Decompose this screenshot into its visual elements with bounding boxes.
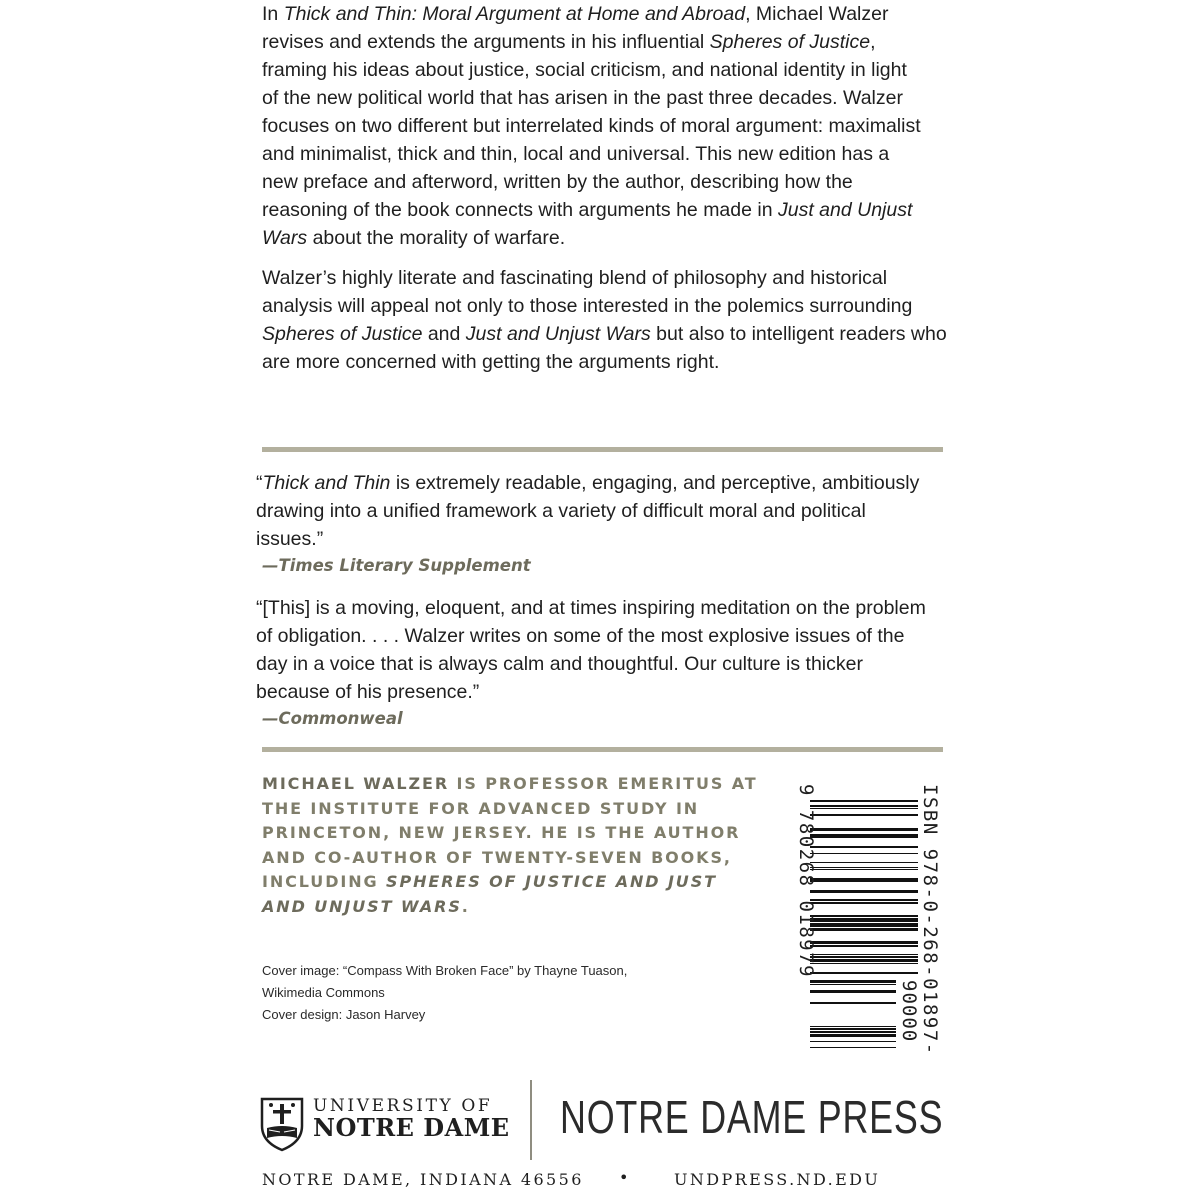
- author-bio: [262, 772, 762, 919]
- credit-line-1: Cover image: “Compass With Broken Face” by Thayne Tuason,: [262, 963, 628, 978]
- barcode-addon-digits: 90000: [898, 980, 920, 1043]
- author-bio-end: .: [461, 896, 470, 916]
- description-paragraph-1: In Thick and Thin: Moral Argument at Home and Abroad, Michael Walzer revises and extends the arguments in his influential Spheres of Justice, framing his ideas about justice, social criticism, and national identity in light of the new political world that has arisen in the past three decades. Walzer focuses on two different but interrelated kinds of moral argument: maximalist and minimalist, thick and thin, local and universal. This new edition has a new preface and afterword, written by the author, describing how the reasoning of the book connects with arguments he made in Just and Unjust Wars about the morality of warfare.: [262, 3, 921, 249]
- university-name-line-2: NOTRE DAME: [313, 1113, 510, 1142]
- quote-1-text: “Thick and Thin is extremely readable, engaging, and perceptive, ambitiously drawing into a unified framework a variety of difficult moral and political issues.”: [256, 472, 920, 550]
- credit-line-2: Wikimedia Commons: [262, 985, 385, 1000]
- notre-dame-shield-icon: [259, 1096, 305, 1152]
- quote-2-text: “[This] is a moving, eloquent, and at times inspiring meditation on the problem of obligation. . . . Walzer writes on some of the most explosive issues of the day in a voice that is always calm and thoughtful. Our culture is thicker because of his presence.”: [256, 597, 926, 703]
- quote-2: [256, 594, 946, 728]
- barcode-graphic: [780, 778, 944, 1056]
- divider-top: [262, 447, 943, 452]
- divider-bottom: [262, 747, 943, 752]
- quote-1: [256, 469, 946, 575]
- author-name: MICHAEL WALZER: [262, 774, 450, 793]
- author-bio-titles: SPHERES OF JUSTICE AND JUST AND UNJUST WARS: [262, 872, 717, 916]
- publisher-url[interactable]: UNDPRESS.ND.EDU: [674, 1170, 881, 1189]
- press-name: NOTRE DAME PRESS: [560, 1091, 944, 1143]
- quote-1-source: —Times Literary Supplement: [262, 556, 531, 575]
- isbn-barcode: [780, 778, 944, 1056]
- author-bio-text: IS PROFESSOR EMERITUS AT THE INSTITUTE FOR ADVANCED STUDY IN PRINCETON, NEW JERSEY. HE IS THE AUTHOR AND CO-AUTHOR OF TWENTY-SEVEN BOOKS, INCLUDING: [262, 774, 758, 891]
- barcode-isbn-label: ISBN 978-0-268-01897-9: [919, 784, 941, 1056]
- quote-2-source: —Commonweal: [262, 709, 403, 728]
- credit-line-3: Cover design: Jason Harvey: [262, 1007, 426, 1022]
- barcode-digits: 9 780268 018979: [795, 784, 817, 979]
- publisher-footer: [262, 1168, 881, 1189]
- logo-divider: [530, 1080, 532, 1160]
- cover-credits: [262, 960, 627, 1026]
- footer-separator: •: [619, 1168, 631, 1187]
- description-section: [262, 0, 952, 376]
- university-name-line-1: UNIVERSITY OF: [313, 1096, 493, 1116]
- publisher-address: NOTRE DAME, INDIANA 46556: [262, 1170, 584, 1189]
- description-paragraph-2: Walzer’s highly literate and fascinating blend of philosophy and historical analysis will appeal not only to those interested in the polemics surrounding Spheres of Justice and Just and Unjust Wars but also to intelligent readers who are more concerned with getting the arguments right.: [262, 267, 947, 373]
